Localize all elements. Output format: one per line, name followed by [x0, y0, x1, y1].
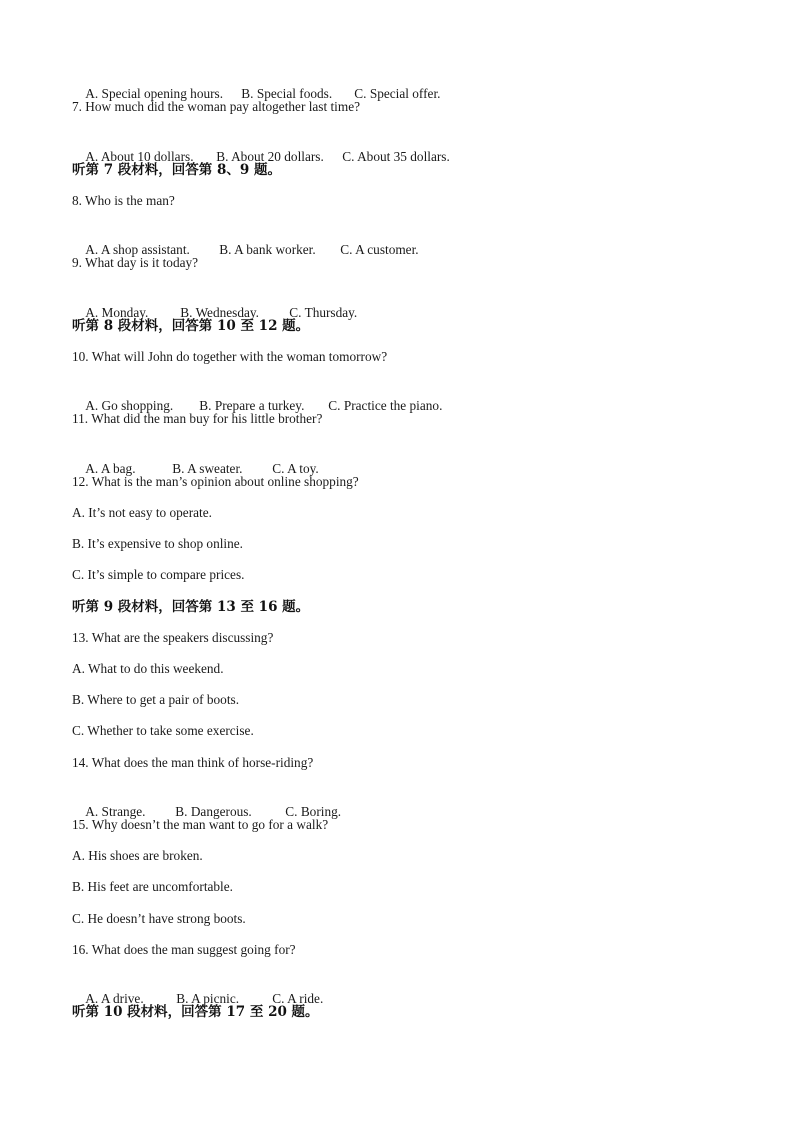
option-c: C. About 35 dollars.	[342, 149, 450, 164]
question-15: 15. Why doesn’t the man want to go for a walk?	[72, 817, 329, 832]
option-b: B. About 20 dollars.	[216, 149, 324, 164]
option-a: A. What to do this weekend.	[72, 661, 224, 676]
option-c: C. A toy.	[272, 461, 319, 476]
question-12: 12. What is the man’s opinion about online shopping?	[72, 474, 359, 489]
option-c: C. Practice the piano.	[328, 398, 443, 413]
question-16: 16. What does the man suggest going for?	[72, 942, 296, 957]
section-heading: 听第 7 段材料，回答第 8、9 题。	[72, 162, 281, 178]
option-a: A. Strange.	[85, 804, 146, 819]
question-13: 13. What are the speakers discussing?	[72, 630, 274, 645]
option-a: A. Monday.	[85, 305, 149, 320]
section-heading: 听第 10 段材料，回答第 17 至 20 题。	[72, 1004, 319, 1020]
option-a: A. His shoes are broken.	[72, 848, 203, 863]
option-c: C. Boring.	[285, 804, 342, 819]
option-b: B. Dangerous.	[175, 804, 252, 819]
question-11: 11. What did the man buy for his little brother?	[72, 411, 323, 426]
question-14: 14. What does the man think of horse-riding?	[72, 755, 314, 770]
option-a: A. Go shopping.	[85, 398, 174, 413]
option-c: C. It’s simple to compare prices.	[72, 567, 245, 582]
section-heading: 听第 8 段材料，回答第 10 至 12 题。	[72, 318, 310, 334]
question-10: 10. What will John do together with the woman tomorrow?	[72, 349, 388, 364]
question-9: 9. What day is it today?	[72, 255, 199, 270]
option-a: A. It’s not easy to operate.	[72, 505, 212, 520]
option-c: C. He doesn’t have strong boots.	[72, 911, 246, 926]
option-b: B. Prepare a turkey.	[199, 398, 305, 413]
option-b: B. Special foods.	[241, 86, 333, 101]
option-a: A. A shop assistant.	[85, 242, 190, 257]
option-a: A. A drive.	[85, 991, 144, 1006]
option-a: A. About 10 dollars.	[85, 149, 194, 164]
option-c: C. Thursday.	[289, 305, 358, 320]
option-b: B. His feet are uncomfortable.	[72, 879, 233, 894]
option-b: B. A sweater.	[172, 461, 243, 476]
section-heading: 听第 9 段材料，回答第 13 至 16 题。	[72, 599, 310, 615]
question-8: 8. Who is the man?	[72, 193, 175, 208]
option-a: A. A bag.	[85, 461, 136, 476]
option-b: B. A bank worker.	[219, 242, 316, 257]
option-b: B. A picnic.	[176, 991, 240, 1006]
option-b: B. Wednesday.	[180, 305, 259, 320]
option-c: C. Whether to take some exercise.	[72, 723, 254, 738]
question-7: 7. How much did the woman pay altogether last time?	[72, 99, 361, 114]
option-c: C. Special offer.	[354, 86, 441, 101]
option-b: B. It’s expensive to shop online.	[72, 536, 243, 551]
option-c: C. A ride.	[272, 991, 324, 1006]
option-a: A. Special opening hours.	[85, 86, 224, 101]
option-c: C. A customer.	[340, 242, 419, 257]
option-b: B. Where to get a pair of boots.	[72, 692, 240, 707]
